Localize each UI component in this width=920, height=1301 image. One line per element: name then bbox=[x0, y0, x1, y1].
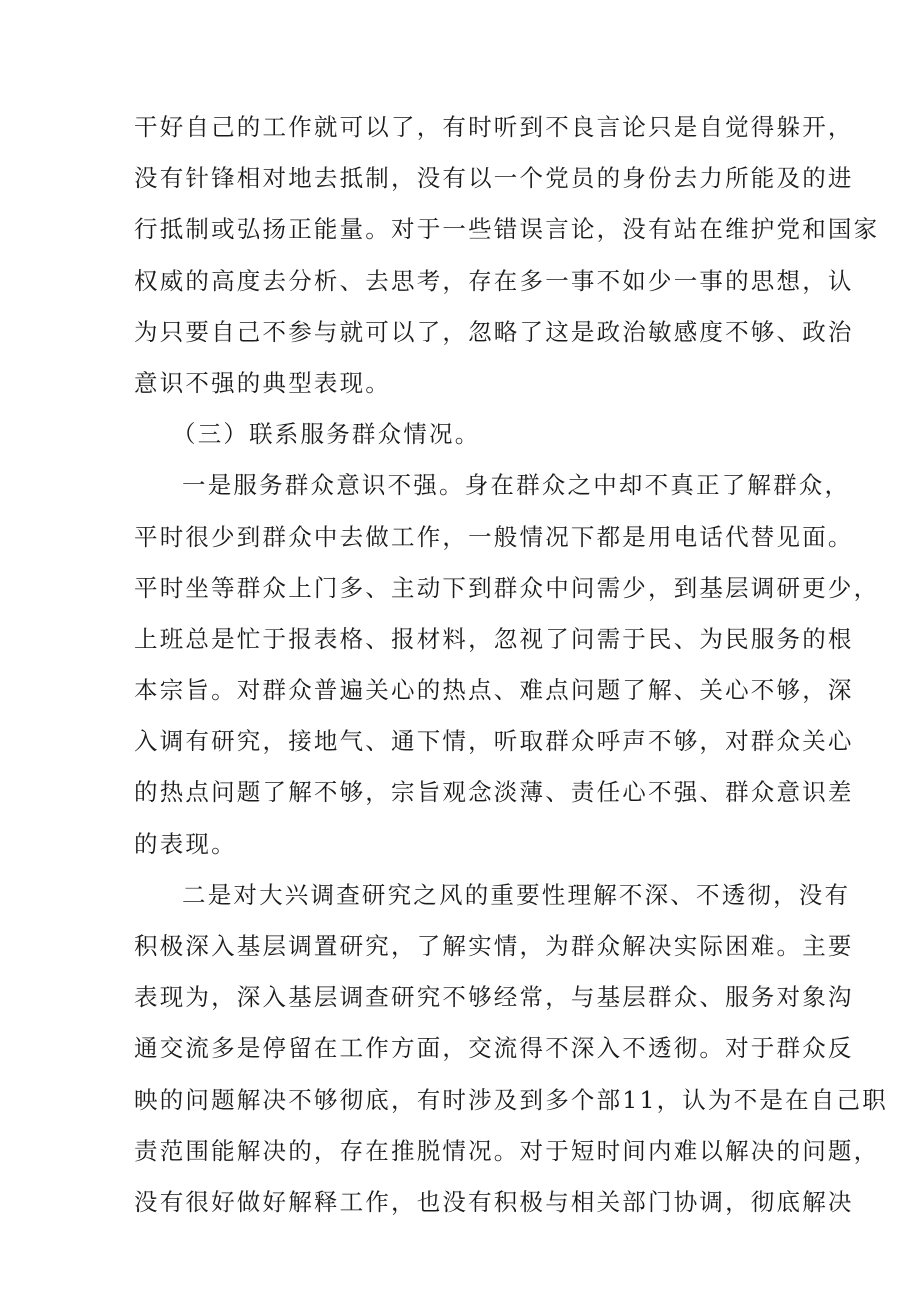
text-line: 平时坐等群众上门多、主动下到群众中问需少，到基层调研更少， bbox=[134, 573, 880, 602]
text-line: 干好自己的工作就可以了，有时听到不良言论只是自觉得躲开， bbox=[134, 113, 854, 141]
text-line: 表现为，深入基层调查研究不够经常，与基层群众、服务对象沟 bbox=[134, 983, 854, 1012]
section-heading-text: （三）联系服务群众情况。 bbox=[172, 420, 481, 449]
text-line: 权威的高度去分析、去思考，存在多一事不如少一事的思想，认 bbox=[134, 266, 854, 295]
paragraph-political-awareness bbox=[134, 102, 880, 409]
text-line: 一是服务群众意识不强。身在群众之中却不真正了解群众， bbox=[182, 471, 851, 500]
text-line: 入调有研究，接地气、通下情，听取群众呼声不够，对群众关心 bbox=[134, 727, 854, 756]
text-line: 本宗旨。对群众普遍关心的热点、难点问题了解、关心不够，深 bbox=[134, 676, 854, 705]
text-line: 积极深入基层调置研究，了解实情，为群众解决实际困难。主要 bbox=[134, 932, 854, 960]
text-line: 意识不强的典型表现。 bbox=[134, 368, 391, 397]
section-heading bbox=[134, 409, 794, 460]
paragraph-research-practice bbox=[134, 870, 888, 1228]
text-line: 映的问题解决不够彻底，有时涉及到多个部11，认为不是在自己职 bbox=[134, 1085, 888, 1114]
text-line: 为只要自己不参与就可以了，忽略了这是政治敏感度不够、政治 bbox=[134, 317, 854, 346]
text-line: 没有很好做好解释工作，也没有积极与相关部门协调，彻底解决 bbox=[134, 1187, 854, 1216]
text-line: 行抵制或弘扬正能量。对于一些错误言论，没有站在维护党和国家 bbox=[134, 215, 880, 244]
paragraph-service-awareness bbox=[134, 460, 880, 870]
text-line: 没有针锋相对地去抵制，没有以一个党员的身份去力所能及的进 bbox=[134, 164, 854, 193]
text-line: 责范围能解决的，存在推脱情况。对于短时间内难以解决的问题， bbox=[134, 1136, 880, 1165]
text-line: 的热点问题了解不够，宗旨观念淡薄、责任心不强、群众意识差 bbox=[134, 778, 854, 807]
text-line: 上班总是忙于报表格、报材料，忽视了问需于民、为民服务的根 bbox=[134, 624, 854, 653]
text-line: 的表现。 bbox=[134, 829, 237, 858]
text-line: 通交流多是停留在工作方面，交流得不深入不透彻。对于群众反 bbox=[134, 1034, 854, 1063]
text-line: 二是对大兴调查研究之风的重要性理解不深、不透彻，没有 bbox=[182, 880, 851, 909]
text-line: 平时很少到群众中去做工作，一般情况下都是用电话代替见面。 bbox=[134, 522, 854, 551]
document-body bbox=[134, 102, 888, 1228]
